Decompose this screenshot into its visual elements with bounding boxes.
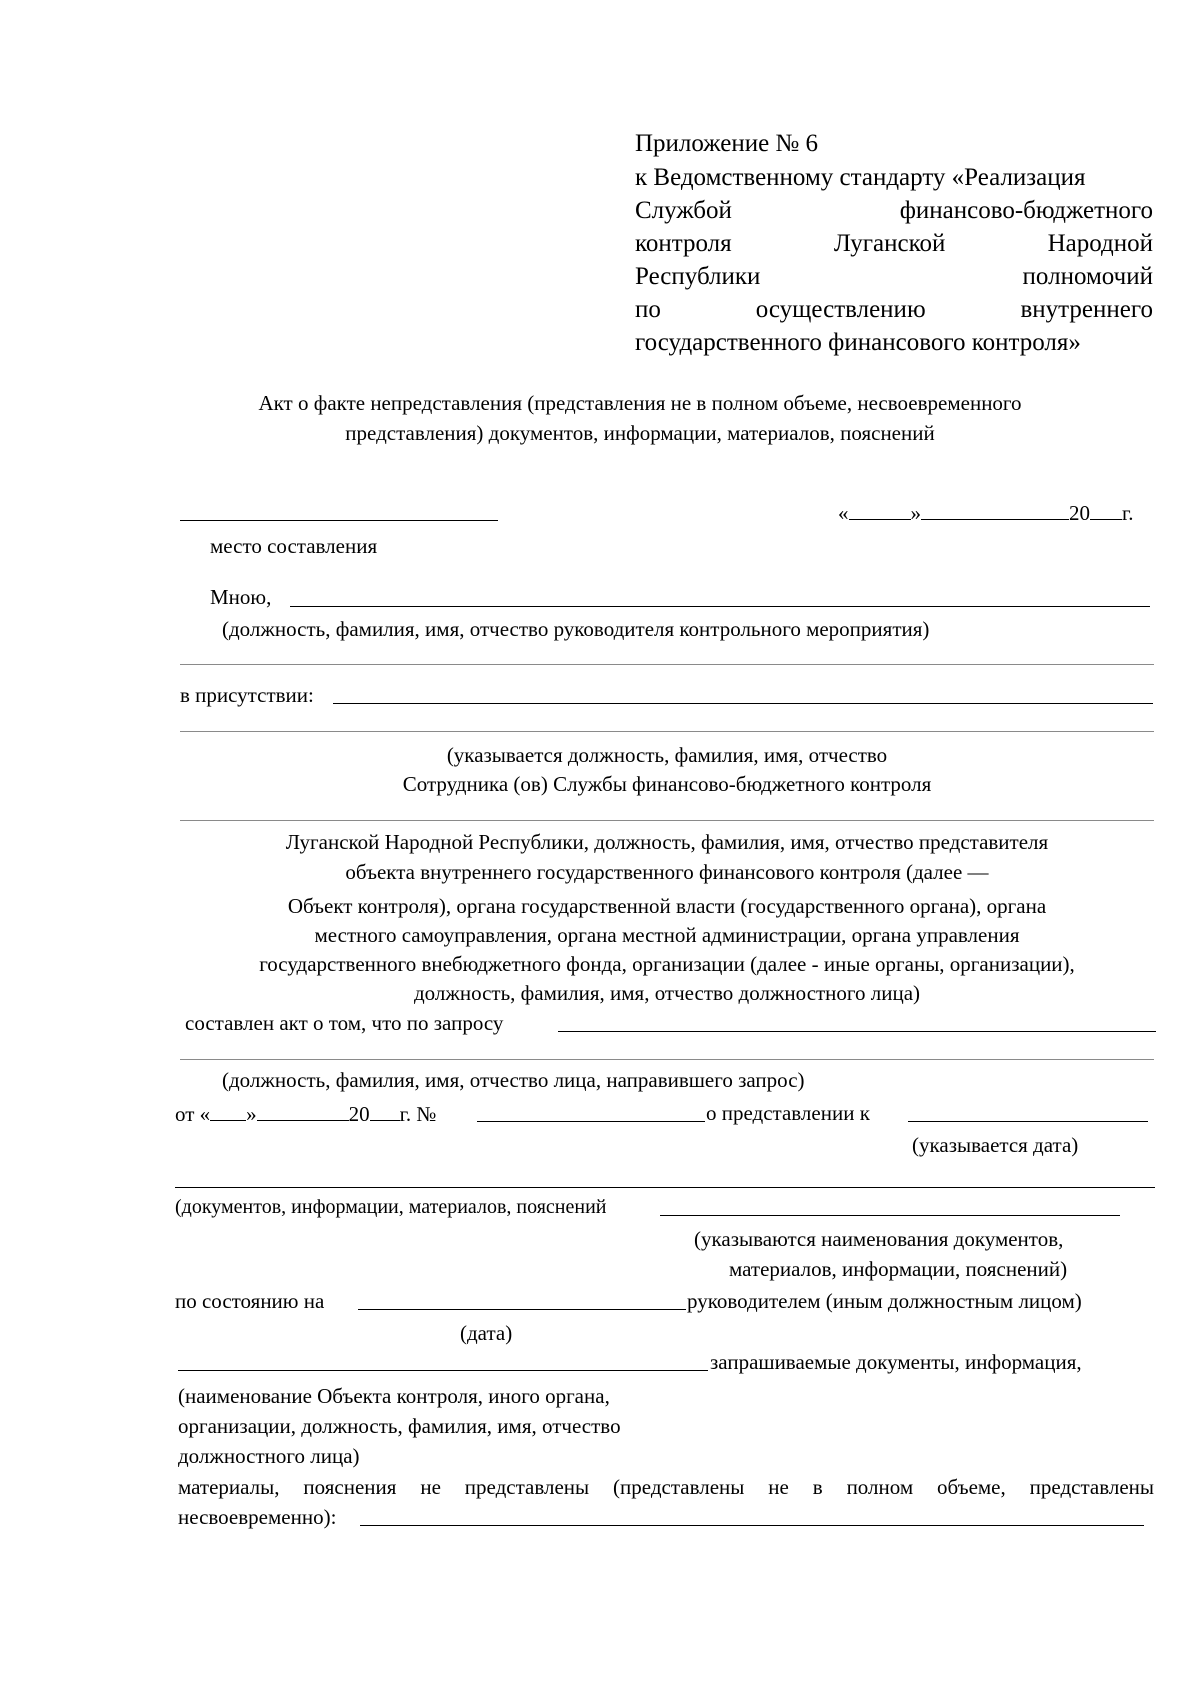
conclusion-line: материалы, пояснения не представлены (представлены не в полном объеме, представлены: [178, 1475, 1154, 1499]
as-of-blank: [358, 1309, 686, 1310]
day-blank: [849, 499, 911, 520]
place-caption: место составления: [210, 534, 378, 558]
year-blank: [1090, 499, 1122, 520]
doc-title-line: представления) документов, информации, материалов, пояснений: [345, 421, 935, 445]
from-month-blank: [257, 1100, 349, 1121]
from-label: от «: [175, 1102, 211, 1126]
conclusion-label: несвоевременно):: [178, 1505, 337, 1529]
by-me-label: Мною,: [210, 585, 272, 609]
separator-line: [180, 731, 1154, 732]
full-line-blank: [175, 1187, 1155, 1188]
place-blank: [180, 520, 498, 521]
requested-tail: запрашиваемые документы, информация,: [710, 1350, 1082, 1374]
documents-label: (документов, информации, материалов, пояснений: [175, 1196, 607, 1218]
representative-caption-line: должность, фамилия, имя, отчество должностного лица): [413, 981, 921, 1005]
appendix-line: Республики полномочий: [635, 263, 1153, 290]
request-blank: [558, 1031, 1156, 1032]
presence-label: в присутствии:: [180, 683, 314, 707]
as-of-caption: (дата): [460, 1321, 513, 1345]
request-caption: (должность, фамилия, имя, отчество лица, направившего запрос): [222, 1068, 805, 1092]
requested-caption: должностного лица): [178, 1444, 360, 1468]
by-me-blank: [290, 606, 1150, 607]
requested-caption: (наименование Объекта контроля, иного органа,: [178, 1384, 610, 1408]
year-prefix: 20: [1069, 501, 1090, 525]
from-year-blank: [370, 1100, 400, 1121]
date-close-quote: »: [910, 501, 921, 525]
representative-caption-line: государственного внебюджетного фонда, организации (далее - иные органы, организации),: [259, 952, 1075, 976]
date-open-quote: «: [838, 501, 849, 525]
year-suffix: г.: [1122, 501, 1134, 525]
representative-caption-line: местного самоуправления, органа местной администрации, органа управления: [314, 923, 1020, 947]
documents-blank: [660, 1215, 1120, 1216]
date-caption: (указывается дата): [912, 1133, 1079, 1157]
by-me-caption: (должность, фамилия, имя, отчество руководителя контрольного мероприятия): [222, 617, 930, 641]
representative-caption-line: объекта внутреннего государственного финансового контроля (далее —: [345, 860, 989, 884]
documents-caption: материалов, информации, пояснений): [729, 1257, 1068, 1281]
appendix-line: Службой финансово-бюджетного: [635, 197, 1153, 224]
as-of-tail: руководителем (иным должностным лицом): [687, 1289, 1082, 1313]
requested-caption: организации, должность, фамилия, имя, отчество: [178, 1414, 621, 1438]
from-close-quote: »: [246, 1102, 257, 1126]
appendix-title: Приложение № 6: [635, 130, 819, 157]
conclusion-blank: [360, 1525, 1144, 1526]
representative-caption-line: Луганской Народной Республики, должность, фамилия, имя, отчество представителя: [285, 830, 1049, 854]
month-blank: [921, 499, 1069, 520]
appendix-line: контроля Луганской Народной: [635, 230, 1153, 257]
about-blank: [908, 1121, 1148, 1122]
date-field: [838, 499, 1134, 526]
requested-blank: [178, 1370, 708, 1371]
request-number-blank: [477, 1121, 705, 1122]
documents-caption: (указываются наименования документов,: [694, 1227, 1064, 1251]
request-date-row: [175, 1100, 436, 1127]
from-year-prefix: 20: [348, 1102, 370, 1126]
separator-line: [180, 664, 1154, 665]
separator-line: [180, 820, 1154, 821]
separator-line: [180, 1059, 1154, 1060]
number-label: г. №: [399, 1102, 437, 1126]
presence-caption: (указывается должность, фамилия, имя, отчество: [446, 743, 888, 767]
as-of-label: по состоянию на: [175, 1289, 325, 1313]
request-label: составлен акт о том, что по запросу: [185, 1011, 504, 1035]
representative-caption-line: Объект контроля), органа государственной власти (государственного органа), органа: [287, 894, 1047, 918]
doc-title-line: Акт о факте непредставления (представления не в полном объеме, несвоевременного: [258, 391, 1022, 415]
appendix-line: государственного финансового контроля»: [635, 329, 1081, 356]
appendix-line: по осуществлению внутреннего: [635, 296, 1153, 323]
about-label: о представлении к: [706, 1101, 870, 1125]
appendix-line: к Ведомственному стандарту «Реализация: [635, 164, 1086, 191]
from-day-blank: [210, 1100, 246, 1121]
presence-blank: [333, 703, 1153, 704]
presence-caption: Сотрудника (ов) Службы финансово-бюджетного контроля: [402, 772, 932, 796]
